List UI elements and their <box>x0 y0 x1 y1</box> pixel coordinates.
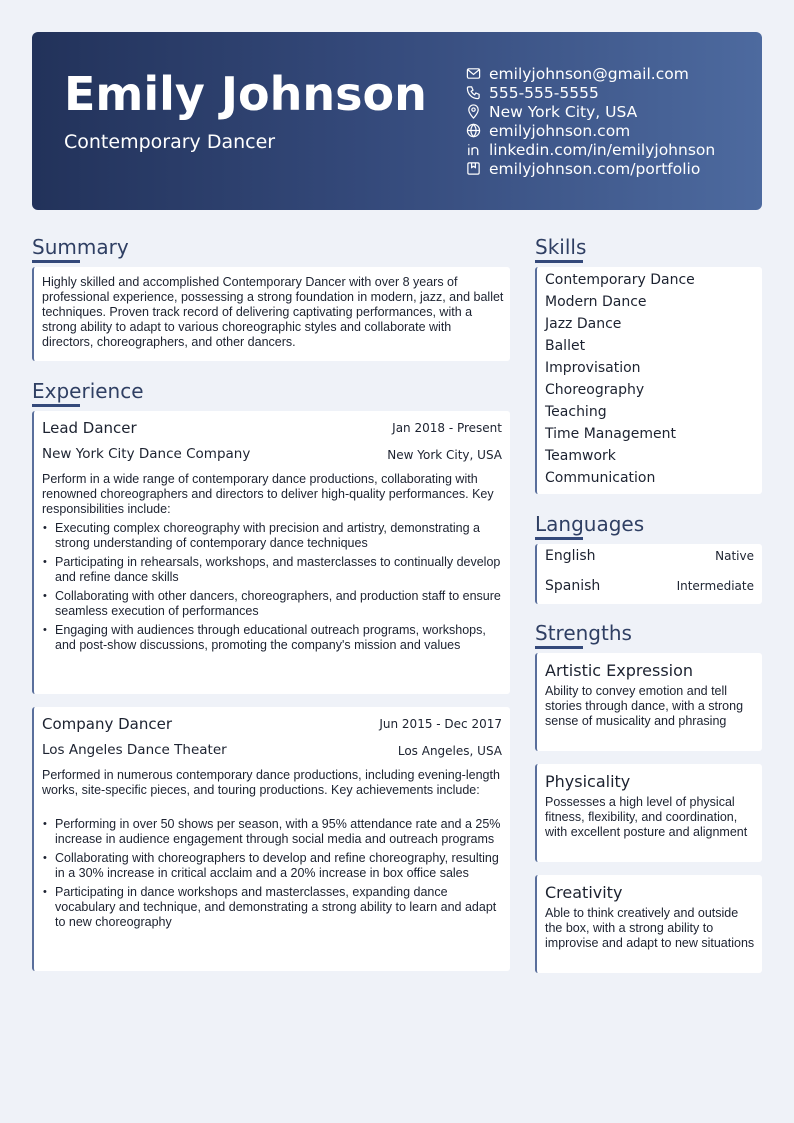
strength-card <box>535 875 762 973</box>
linkedin-icon <box>464 142 482 158</box>
languages-card <box>535 544 762 604</box>
job-bullet: • Collaborating with choreographers to develop and refine choreography, resulting in a 30% increase in critical acclaim and a 20% increase in box office sales <box>42 851 504 881</box>
contact-email[interactable] <box>464 64 715 83</box>
contact-website-text: emilyjohnson.com <box>489 121 631 140</box>
summary-card <box>32 267 510 361</box>
language-row <box>545 578 754 594</box>
contact-phone[interactable] <box>464 83 715 102</box>
experience-underline <box>32 404 80 407</box>
portfolio-icon <box>464 161 482 177</box>
skill-item: Choreography <box>545 382 645 398</box>
language-row <box>545 548 754 564</box>
contact-phone-text: 555-555-5555 <box>489 83 599 102</box>
job-title: Lead Dancer <box>42 419 137 437</box>
header-banner <box>32 32 762 210</box>
job-description: Performed in numerous contemporary dance productions, including evening-length works, site-specific pieces, and touring productions. Key achievements include: <box>42 768 500 797</box>
contact-location <box>464 102 715 121</box>
skill-item: Time Management <box>545 426 676 442</box>
phone-icon <box>464 85 482 101</box>
job-company: New York City Dance Company <box>42 446 251 462</box>
skills-underline <box>535 260 583 263</box>
job-bullet: • Engaging with audiences through educational outreach programs, workshops, and post-show discussions, promoting the company's mission and values <box>42 623 504 653</box>
skills-heading: Skills <box>535 235 587 259</box>
job-bullet: • Performing in over 50 shows per season, with a 95% attendance rate and a 25% increase in audience engagement through social media and outreach programs <box>42 817 504 847</box>
contact-linkedin-text: linkedin.com/in/emilyjohnson <box>489 140 716 159</box>
job-bullets <box>42 817 504 934</box>
skill-item: Ballet <box>545 338 586 354</box>
languages-heading: Languages <box>535 512 645 536</box>
job-location: Los Angeles, USA <box>397 744 502 758</box>
skill-item: Communication <box>545 470 656 486</box>
summary-text: Highly skilled and accomplished Contemporary Dancer with over 8 years of professional experience, possessing a strong foundation in modern, jazz, and ballet techniques. Proven track record of delivering captivating performances, with a strong ability to adapt to various choreographic styles and collaborate with directors, choreographers, and other dancers. <box>42 275 504 349</box>
job-bullet: • Executing complex choreography with precision and artistry, demonstrating a strong understanding of contemporary dance techniques <box>42 521 504 551</box>
job-bullet: • Collaborating with other dancers, choreographers, and production staff to ensure seamless execution of performances <box>42 589 504 619</box>
strength-description: Able to think creatively and outside the box, with a strong ability to improvise and adapt to new situations <box>545 906 755 950</box>
job-title: Company Dancer <box>42 715 173 733</box>
contact-location-text: New York City, USA <box>489 102 638 121</box>
strength-title: Physicality <box>545 772 631 791</box>
location-icon <box>464 104 482 120</box>
candidate-name: Emily Johnson <box>64 67 427 121</box>
skill-item: Contemporary Dance <box>545 272 695 288</box>
language-name: Spanish <box>545 578 601 594</box>
job-bullets <box>42 521 504 657</box>
strength-card <box>535 764 762 862</box>
job-dates: Jun 2015 - Dec 2017 <box>379 717 502 731</box>
skill-item: Teaching <box>545 404 607 420</box>
job-bullet: • Participating in dance workshops and masterclasses, expanding dance vocabulary and technique, and demonstrating a strong ability to learn and adapt to new choreography <box>42 885 504 930</box>
strengths-heading: Strengths <box>535 621 632 645</box>
strength-title: Creativity <box>545 883 623 902</box>
language-name: English <box>545 548 596 564</box>
contact-portfolio-text: emilyjohnson.com/portfolio <box>489 159 701 178</box>
skill-item: Modern Dance <box>545 294 647 310</box>
strengths-underline <box>535 646 583 649</box>
strength-card <box>535 653 762 751</box>
job-card <box>32 411 510 694</box>
globe-icon <box>464 123 482 139</box>
contact-email-text: emilyjohnson@gmail.com <box>489 64 689 83</box>
summary-heading: Summary <box>32 235 129 259</box>
skill-item: Jazz Dance <box>545 316 622 332</box>
language-level: Intermediate <box>676 579 754 593</box>
contact-portfolio[interactable] <box>464 159 715 178</box>
experience-heading: Experience <box>32 379 144 403</box>
skill-item: Teamwork <box>545 448 616 464</box>
strength-description: Possesses a high level of physical fitness, flexibility, and coordination, with excellent posture and alignment <box>545 795 748 839</box>
job-company: Los Angeles Dance Theater <box>42 742 227 758</box>
languages-underline <box>535 537 583 540</box>
strength-title: Artistic Expression <box>545 661 694 680</box>
job-description: Perform in a wide range of contemporary dance productions, collaborating with renowned choreographers and directors to deliver high-quality performances. Key responsibilities include: <box>42 472 494 516</box>
skill-item: Improvisation <box>545 360 641 376</box>
summary-underline <box>32 260 80 263</box>
contact-list <box>464 64 715 178</box>
candidate-title: Contemporary Dancer <box>64 131 276 153</box>
language-level: Native <box>715 549 754 563</box>
skills-card <box>535 267 762 494</box>
mail-icon <box>464 66 482 82</box>
job-card <box>32 707 510 971</box>
job-location: New York City, USA <box>387 448 502 462</box>
contact-website[interactable] <box>464 121 715 140</box>
job-bullet: • Participating in rehearsals, workshops, and masterclasses to continually develop and refine dance skills <box>42 555 504 585</box>
strength-description: Ability to convey emotion and tell stories through dance, with a strong sense of musicality and phrasing <box>545 684 744 728</box>
job-dates: Jan 2018 - Present <box>392 421 502 435</box>
contact-linkedin[interactable] <box>464 140 715 159</box>
